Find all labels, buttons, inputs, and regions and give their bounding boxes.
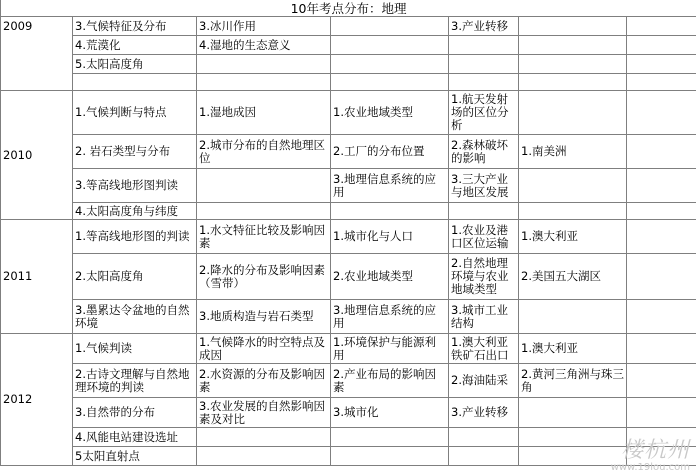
cell <box>519 74 627 91</box>
cell <box>197 428 331 447</box>
blank-cell <box>627 36 696 55</box>
blank-cell <box>627 169 696 203</box>
cell: 2.工厂的分布位置 <box>331 135 449 169</box>
cell <box>449 36 519 55</box>
blank-cell <box>627 364 696 398</box>
cell <box>197 447 331 466</box>
table-row <box>1 169 696 203</box>
cell: 1.农业及港口区位运输 <box>449 220 519 254</box>
cell <box>519 447 627 466</box>
cell: 3.等高线地形图判读 <box>73 169 197 203</box>
cell: 2.降水的分布及影响因素（雪带） <box>197 254 331 300</box>
cell: 3.产业转移 <box>449 17 519 36</box>
cell: 3.冰川作用 <box>197 17 331 36</box>
cell <box>331 36 449 55</box>
year-2012: 2012 <box>1 334 73 466</box>
cell <box>449 447 519 466</box>
cell <box>449 55 519 74</box>
cell: 3.自然带的分布 <box>73 398 197 428</box>
cell <box>519 91 627 135</box>
cell: 3.三大产业与地区发展 <box>449 169 519 203</box>
watermark-url: www.19lou.com <box>610 462 690 473</box>
cell <box>519 169 627 203</box>
cell: 3.地质构造与岩石类型 <box>197 300 331 334</box>
cell: 1.南美洲 <box>519 135 627 169</box>
blank-cell <box>627 254 696 300</box>
blank-cell <box>627 135 696 169</box>
blank-cell <box>627 428 696 447</box>
title-row <box>1 0 696 17</box>
year-2010: 2010 <box>1 91 73 220</box>
blank-cell <box>627 398 696 428</box>
cell: 4.荒漠化 <box>73 36 197 55</box>
cell: 2.森林破坏的影响 <box>449 135 519 169</box>
cell <box>331 447 449 466</box>
cell: 2.自然地理环境与农业地域类型 <box>449 254 519 300</box>
blank-cell <box>627 74 696 91</box>
cell: 2. 岩石类型与分布 <box>73 135 197 169</box>
cell <box>331 55 449 74</box>
cell <box>331 203 449 220</box>
cell: 1.气候判断与特点 <box>73 91 197 135</box>
cell <box>519 17 627 36</box>
cell: 1.航天发射场的区位分析 <box>449 91 519 135</box>
cell: 3.产业转移 <box>449 398 519 428</box>
blank-cell <box>627 203 696 220</box>
year-2009: 2009 <box>1 17 73 91</box>
table-row <box>1 203 696 220</box>
year-2011: 2011 <box>1 220 73 334</box>
blank-cell <box>627 17 696 36</box>
cell: 4.湿地的生态意义 <box>197 36 331 55</box>
cell: 1.湿地成因 <box>197 91 331 135</box>
cell <box>449 428 519 447</box>
cell: 3.墨累达令盆地的自然环境 <box>73 300 197 334</box>
cell: 3.城市化 <box>331 398 449 428</box>
table-row <box>1 220 696 254</box>
cell <box>73 74 197 91</box>
cell <box>519 55 627 74</box>
table-row <box>1 398 696 428</box>
blank-cell <box>627 220 696 254</box>
cell: 3.城市工业结构 <box>449 300 519 334</box>
cell: 5太阳直射点 <box>73 447 197 466</box>
cell: 4.风能电站建设选址 <box>73 428 197 447</box>
cell: 1.气候降水的时空特点及成因 <box>197 334 331 364</box>
cell <box>519 36 627 55</box>
table-row <box>1 17 696 36</box>
blank-cell <box>627 300 696 334</box>
cell: 2.海油陆采 <box>449 364 519 398</box>
table-row <box>1 364 696 398</box>
cell: 3.地理信息系统的应用 <box>331 169 449 203</box>
cell: 1.澳大利亚铁矿石出口 <box>449 334 519 364</box>
cell: 1.农业地域类型 <box>331 91 449 135</box>
cell: 3.农业发展的自然影响因素及对比 <box>197 398 331 428</box>
cell: 3.地理信息系统的应用 <box>331 300 449 334</box>
table-row <box>1 135 696 169</box>
cell: 1.水文特征比较及影响因素 <box>197 220 331 254</box>
cell: 2.农业地域类型 <box>331 254 449 300</box>
table-row <box>1 91 696 135</box>
cell: 1.等高线地形图的判读 <box>73 220 197 254</box>
cell <box>197 203 331 220</box>
cell <box>331 17 449 36</box>
cell: 4.太阳高度角与纬度 <box>73 203 197 220</box>
cell <box>197 74 331 91</box>
table-row <box>1 334 696 364</box>
cell <box>449 74 519 91</box>
cell <box>519 398 627 428</box>
cell: 1.澳大利亚 <box>519 334 627 364</box>
cell: 2.太阳高度角 <box>73 254 197 300</box>
cell: 3.气候特征及分布 <box>73 17 197 36</box>
table-row <box>1 74 696 91</box>
cell: 2.产业布局的影响因素 <box>331 364 449 398</box>
cell <box>197 169 331 203</box>
cell <box>519 300 627 334</box>
sheet-title: 10年考点分布：地理 <box>1 0 696 17</box>
cell: 1.环境保护与能源利用 <box>331 334 449 364</box>
cell: 1.城市化与人口 <box>331 220 449 254</box>
table-row <box>1 36 696 55</box>
table-row <box>1 300 696 334</box>
cell <box>519 428 627 447</box>
table-row <box>1 447 696 466</box>
blank-cell <box>627 447 696 466</box>
table-row <box>1 428 696 447</box>
cell <box>197 55 331 74</box>
blank-cell <box>627 55 696 74</box>
blank-cell <box>627 334 696 364</box>
cell <box>331 428 449 447</box>
cell <box>331 74 449 91</box>
cell: 2.古诗文理解与自然地理环境的判读 <box>73 364 197 398</box>
cell <box>449 203 519 220</box>
cell: 1.澳大利亚 <box>519 220 627 254</box>
watermark-logo: 楼杭州 <box>620 438 690 463</box>
cell: 2.城市分布的自然地理区位 <box>197 135 331 169</box>
table-row <box>1 254 696 300</box>
table-row <box>1 55 696 74</box>
cell: 2.黄河三角洲与珠三角 <box>519 364 627 398</box>
blank-cell <box>627 91 696 135</box>
cell <box>519 203 627 220</box>
cell: 2.美国五大湖区 <box>519 254 627 300</box>
cell: 5.太阳高度角 <box>73 55 197 74</box>
cell: 2.水资源的分布及影响因素 <box>197 364 331 398</box>
cell: 1.气候判读 <box>73 334 197 364</box>
